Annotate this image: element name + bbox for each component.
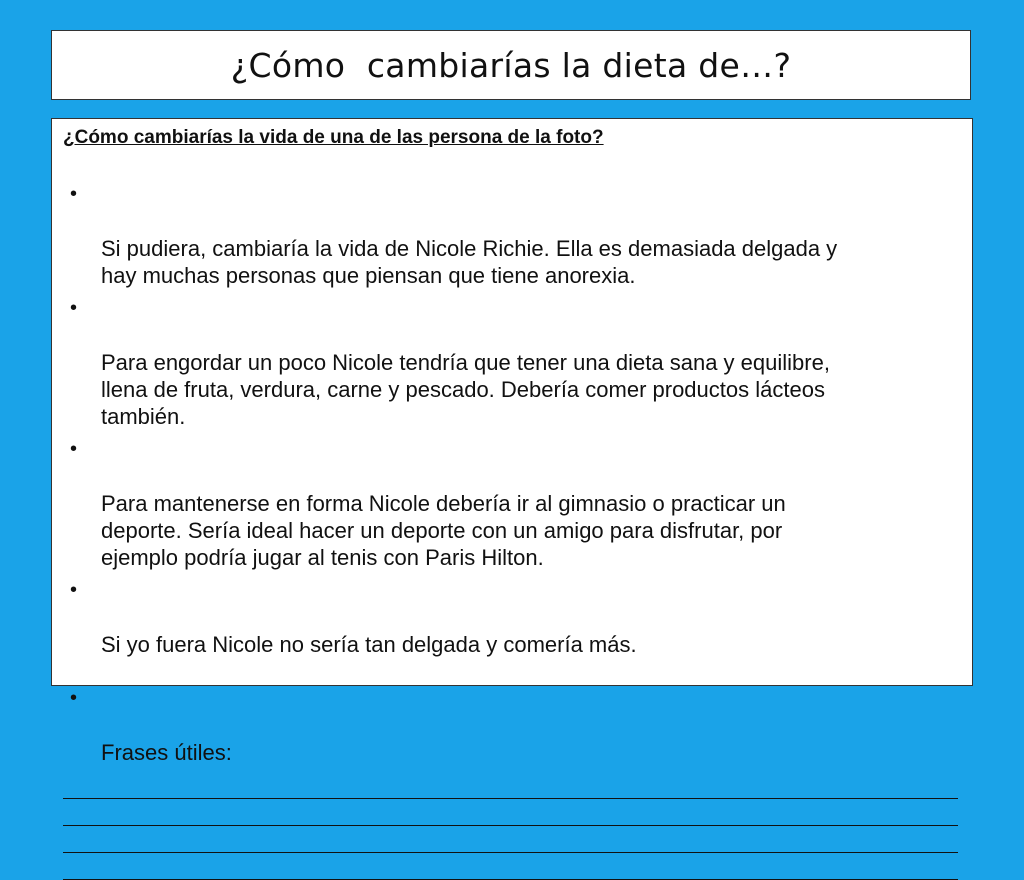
bullet-icon: • bbox=[70, 297, 78, 319]
bullet-list bbox=[63, 181, 960, 766]
question-heading: ¿Cómo cambiarías la vida de una de las persona de la foto? bbox=[63, 127, 604, 148]
bullet-item bbox=[63, 181, 960, 289]
bullet-icon: • bbox=[70, 687, 78, 709]
bullet-item bbox=[63, 295, 960, 430]
bullet-text: Si yo fuera Nicole no sería tan delgada y comería más. bbox=[101, 632, 637, 657]
bullet-icon: • bbox=[70, 579, 78, 601]
answer-lines bbox=[63, 772, 960, 880]
bullet-text: Para mantenerse en forma Nicole debería ir al gimnasio o practicar un deporte. Sería ideal hacer un deporte con un amigo para disfrutar, por ejemplo podría jugar al tenis con Paris Hilton. bbox=[101, 491, 786, 570]
answer-line bbox=[63, 799, 958, 826]
bullet-icon: • bbox=[70, 438, 78, 460]
answer-line bbox=[63, 853, 958, 880]
bullet-icon: • bbox=[70, 183, 78, 205]
bullet-item bbox=[63, 577, 960, 658]
answer-line bbox=[63, 772, 958, 799]
bullet-item bbox=[63, 436, 960, 571]
title-box bbox=[51, 30, 971, 100]
bullet-item bbox=[63, 685, 960, 766]
bullet-text: Frases útiles: bbox=[101, 740, 232, 765]
bullet-text: Para engordar un poco Nicole tendría que tener una dieta sana y equilibre, llena de fruta, verdura, carne y pescado. Debería comer productos lácteos también. bbox=[101, 350, 830, 429]
slide-title: ¿Cómo cambiarías la dieta de…? bbox=[230, 45, 792, 85]
answer-line bbox=[63, 826, 958, 853]
bullet-text: Si pudiera, cambiaría la vida de Nicole Richie. Ella es demasiada delgada y hay muchas personas que piensan que tiene anorexia. bbox=[101, 236, 838, 288]
content-box bbox=[51, 118, 973, 765]
